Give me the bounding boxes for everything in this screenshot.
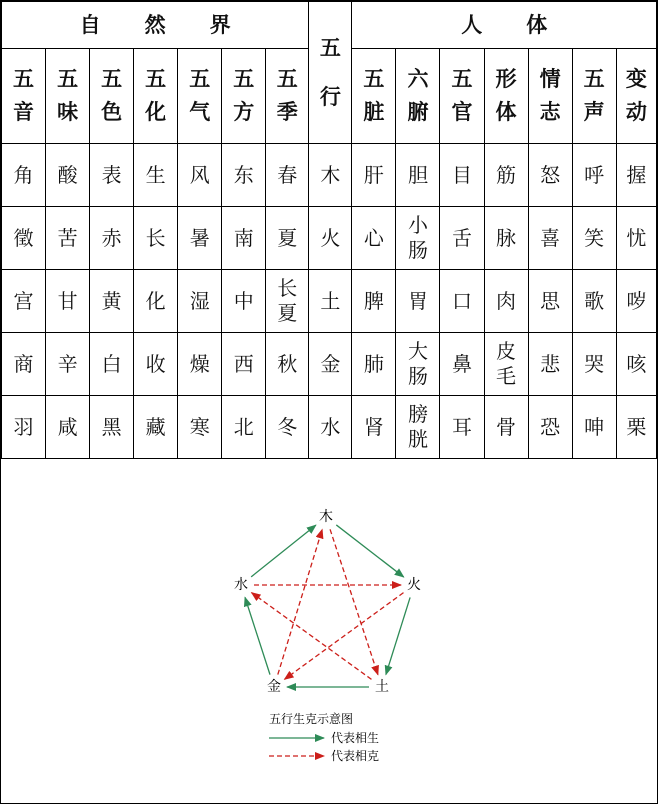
body-column-header: 情志 bbox=[528, 49, 572, 144]
body-column-header: 变动 bbox=[616, 49, 656, 144]
node-water: 水 bbox=[234, 577, 248, 593]
node-fire: 火 bbox=[407, 577, 421, 593]
nature-column-header: 五色 bbox=[90, 49, 134, 144]
legend-restrain-label: 代表相克 bbox=[331, 749, 380, 763]
nature-column-header: 五化 bbox=[134, 49, 178, 144]
body-cell: 思 bbox=[528, 270, 572, 333]
nature-cell: 东 bbox=[222, 144, 266, 207]
body-cell: 咳 bbox=[616, 333, 656, 396]
body-column-header: 五声 bbox=[572, 49, 616, 144]
body-cell: 哭 bbox=[572, 333, 616, 396]
nature-cell: 徵 bbox=[2, 207, 46, 270]
body-cell: 恐 bbox=[528, 396, 572, 459]
nature-cell: 黄 bbox=[90, 270, 134, 333]
nature-cell: 角 bbox=[2, 144, 46, 207]
element-cell: 火 bbox=[309, 207, 352, 270]
nature-cell: 春 bbox=[266, 144, 309, 207]
nature-cell: 冬 bbox=[266, 396, 309, 459]
nature-column-header: 五味 bbox=[46, 49, 90, 144]
nature-column-header: 五季 bbox=[266, 49, 309, 144]
restrain-arrow-fire-metal bbox=[285, 593, 404, 680]
node-wood: 木 bbox=[319, 509, 333, 525]
nature-cell: 北 bbox=[222, 396, 266, 459]
table-row bbox=[2, 207, 657, 270]
body-cell: 耳 bbox=[440, 396, 484, 459]
nature-cell: 夏 bbox=[266, 207, 309, 270]
body-cell: 脉 bbox=[484, 207, 528, 270]
nature-cell: 赤 bbox=[90, 207, 134, 270]
body-cell: 肾 bbox=[352, 396, 396, 459]
element-cell: 水 bbox=[309, 396, 352, 459]
body-cell: 笑 bbox=[572, 207, 616, 270]
body-cell: 膀胱 bbox=[396, 396, 440, 459]
body-cell: 呼 bbox=[572, 144, 616, 207]
body-cell: 大肠 bbox=[396, 333, 440, 396]
nature-cell: 长夏 bbox=[266, 270, 309, 333]
body-cell: 肉 bbox=[484, 270, 528, 333]
nature-cell: 羽 bbox=[2, 396, 46, 459]
nature-cell: 秋 bbox=[266, 333, 309, 396]
wuxing-table bbox=[1, 1, 657, 459]
nature-cell: 商 bbox=[2, 333, 46, 396]
nature-cell: 咸 bbox=[46, 396, 90, 459]
body-cell: 鼻 bbox=[440, 333, 484, 396]
nature-cell: 长 bbox=[134, 207, 178, 270]
body-cell: 小肠 bbox=[396, 207, 440, 270]
nature-cell: 收 bbox=[134, 333, 178, 396]
body-column-header: 六腑 bbox=[396, 49, 440, 144]
nature-cell: 宫 bbox=[2, 270, 46, 333]
nature-cell: 甘 bbox=[46, 270, 90, 333]
body-cell: 呻 bbox=[572, 396, 616, 459]
body-cell: 心 bbox=[352, 207, 396, 270]
body-cell: 忧 bbox=[616, 207, 656, 270]
table-row bbox=[2, 144, 657, 207]
body-cell: 胃 bbox=[396, 270, 440, 333]
body-column-header: 形体 bbox=[484, 49, 528, 144]
body-cell: 悲 bbox=[528, 333, 572, 396]
nature-cell: 藏 bbox=[134, 396, 178, 459]
nature-cell: 黑 bbox=[90, 396, 134, 459]
restrain-arrow-earth-water bbox=[252, 593, 372, 680]
wuxing-diagram bbox=[1, 461, 657, 803]
element-cell: 金 bbox=[309, 333, 352, 396]
nature-cell: 生 bbox=[134, 144, 178, 207]
nature-cell: 苦 bbox=[46, 207, 90, 270]
nature-cell: 寒 bbox=[178, 396, 222, 459]
diagram-title: 五行生克示意图 bbox=[269, 712, 354, 726]
body-group-header: 人 体 bbox=[352, 2, 657, 49]
generate-arrow-metal-water bbox=[245, 597, 270, 674]
body-cell: 胆 bbox=[396, 144, 440, 207]
generate-arrow-fire-earth bbox=[386, 597, 410, 674]
wuxing-column-header: 五行 bbox=[309, 2, 352, 144]
body-cell: 骨 bbox=[484, 396, 528, 459]
wuxing-cycle-diagram bbox=[1, 461, 657, 803]
body-cell: 皮毛 bbox=[484, 333, 528, 396]
restrain-arrow-metal-wood bbox=[278, 529, 322, 674]
body-column-header: 五脏 bbox=[352, 49, 396, 144]
element-cell: 木 bbox=[309, 144, 352, 207]
body-cell: 怒 bbox=[528, 144, 572, 207]
nature-group-header: 自 然 界 bbox=[2, 2, 309, 49]
body-cell: 口 bbox=[440, 270, 484, 333]
generate-arrow-water-wood bbox=[251, 525, 316, 577]
nature-cell: 辛 bbox=[46, 333, 90, 396]
table-row bbox=[2, 396, 657, 459]
nature-cell: 燥 bbox=[178, 333, 222, 396]
nature-cell: 风 bbox=[178, 144, 222, 207]
body-cell: 握 bbox=[616, 144, 656, 207]
body-cell: 哕 bbox=[616, 270, 656, 333]
body-cell: 舌 bbox=[440, 207, 484, 270]
nature-cell: 酸 bbox=[46, 144, 90, 207]
body-cell: 喜 bbox=[528, 207, 572, 270]
nature-column-header: 五气 bbox=[178, 49, 222, 144]
nature-cell: 暑 bbox=[178, 207, 222, 270]
body-cell: 脾 bbox=[352, 270, 396, 333]
body-cell: 目 bbox=[440, 144, 484, 207]
table-row bbox=[2, 333, 657, 396]
node-metal: 金 bbox=[267, 679, 281, 695]
nature-cell: 中 bbox=[222, 270, 266, 333]
body-cell: 歌 bbox=[572, 270, 616, 333]
node-earth: 土 bbox=[375, 679, 389, 695]
nature-cell: 表 bbox=[90, 144, 134, 207]
body-cell: 肺 bbox=[352, 333, 396, 396]
nature-cell: 西 bbox=[222, 333, 266, 396]
body-cell: 筋 bbox=[484, 144, 528, 207]
nature-cell: 南 bbox=[222, 207, 266, 270]
nature-cell: 化 bbox=[134, 270, 178, 333]
table-row bbox=[2, 270, 657, 333]
body-column-header: 五官 bbox=[440, 49, 484, 144]
body-cell: 栗 bbox=[616, 396, 656, 459]
element-cell: 土 bbox=[309, 270, 352, 333]
nature-cell: 白 bbox=[90, 333, 134, 396]
nature-cell: 湿 bbox=[178, 270, 222, 333]
legend-generate-label: 代表相生 bbox=[331, 731, 380, 745]
generate-arrow-wood-fire bbox=[336, 525, 403, 577]
body-cell: 肝 bbox=[352, 144, 396, 207]
nature-column-header: 五方 bbox=[222, 49, 266, 144]
nature-column-header: 五音 bbox=[2, 49, 46, 144]
